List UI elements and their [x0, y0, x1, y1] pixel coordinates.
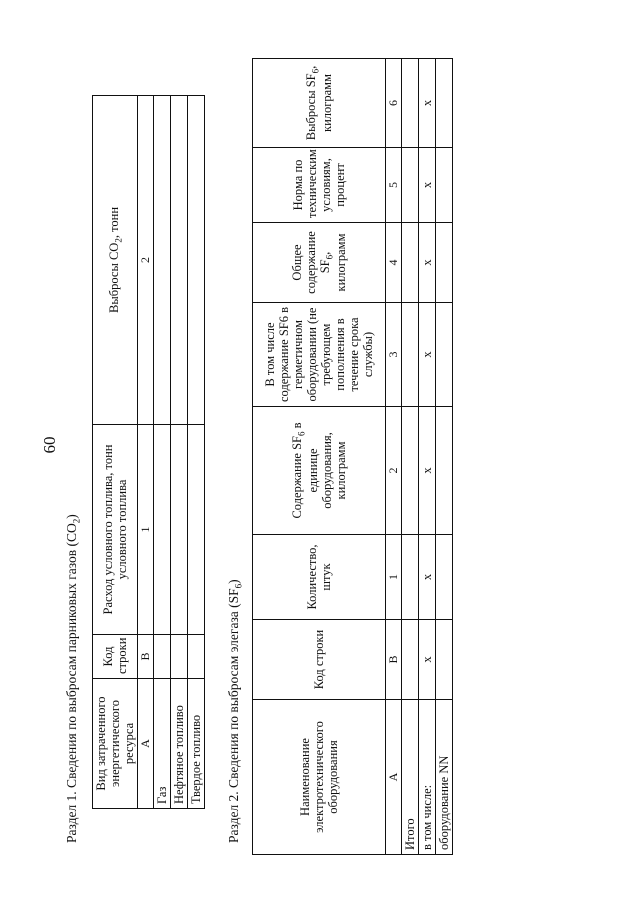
header-per-unit: Содержание $SF_6$ в единице оборудования, килограмм — [253, 407, 386, 535]
data-cell — [436, 535, 453, 620]
header-norm: Норма по техническим условиям, процент — [253, 148, 386, 223]
num-cell: 1 — [138, 425, 154, 635]
num-cell: 1 — [386, 535, 402, 620]
row-label: в том числе: — [419, 700, 436, 855]
table-row — [402, 59, 419, 855]
num-cell: А — [138, 679, 154, 809]
data-cell — [402, 620, 419, 700]
data-cell: х — [419, 303, 436, 407]
data-cell — [436, 407, 453, 535]
data-cell — [188, 635, 205, 679]
data-cell — [171, 96, 188, 425]
table-row — [188, 96, 205, 809]
header-code: Код строки — [93, 635, 138, 679]
num-cell: В — [138, 635, 154, 679]
data-cell: х — [419, 148, 436, 223]
row-label: Итого — [402, 700, 419, 855]
data-cell — [171, 635, 188, 679]
num-cell: 3 — [386, 303, 402, 407]
table1-numbering-row — [138, 96, 154, 809]
row-label: Нефтяное топливо — [171, 679, 188, 809]
row-label: оборудование NN — [436, 700, 453, 855]
header-co2: Выбросы $CO_2$, тонн — [93, 96, 138, 425]
data-cell: х — [419, 620, 436, 700]
table2-numbering-row — [386, 59, 402, 855]
data-cell — [436, 59, 453, 148]
data-cell — [188, 425, 205, 635]
row-label: Твердое топливо — [188, 679, 205, 809]
table-row — [154, 96, 171, 809]
data-cell — [188, 96, 205, 425]
row-label: Газ — [154, 679, 171, 809]
section2-title: Раздел 2. Сведения по выбросам элегаза $(SF_6)$ — [226, 579, 244, 843]
data-cell — [402, 535, 419, 620]
header-emissions: Выбросы $SF_6$, килограмм — [253, 59, 386, 148]
co2-emissions-table — [92, 95, 205, 809]
num-cell: 2 — [386, 407, 402, 535]
num-cell: В — [386, 620, 402, 700]
table-row — [419, 59, 436, 855]
section1-title: Раздел 1. Сведения по выбросам парниковых газов $(CO_2)$ — [64, 514, 82, 843]
data-cell: х — [419, 59, 436, 148]
header-quantity: Количество, штук — [253, 535, 386, 620]
table2-header-row — [253, 59, 386, 855]
num-cell: 5 — [386, 148, 402, 223]
header-equipment: Наименование электротехнического оборудования — [253, 700, 386, 855]
data-cell: х — [419, 223, 436, 303]
data-cell — [402, 407, 419, 535]
data-cell: х — [419, 535, 436, 620]
num-cell: 2 — [138, 96, 154, 425]
header-sealed: В том числе содержание SF6 в герметичном оборудовании (не требующем пополнения в течение срока службы) — [253, 303, 386, 407]
data-cell — [402, 303, 419, 407]
data-cell — [402, 223, 419, 303]
num-cell: А — [386, 700, 402, 855]
table1-header-row — [93, 96, 138, 809]
data-cell — [436, 148, 453, 223]
data-cell — [436, 303, 453, 407]
page-number: 60 — [40, 436, 59, 454]
data-cell — [171, 425, 188, 635]
header-fuel: Расход условного топлива, тонн условного топлива — [93, 425, 138, 635]
data-cell: х — [419, 407, 436, 535]
num-cell: 4 — [386, 223, 402, 303]
num-cell: 6 — [386, 59, 402, 148]
header-resource: Вид затраченного энергетического ресурса — [93, 679, 138, 809]
table-row — [436, 59, 453, 855]
sf6-emissions-table — [252, 58, 453, 855]
data-cell — [436, 223, 453, 303]
data-cell — [436, 620, 453, 700]
data-cell — [154, 96, 171, 425]
header-total: Общее содержание $SF_6$, килограмм — [253, 223, 386, 303]
table-row — [171, 96, 188, 809]
data-cell — [154, 425, 171, 635]
data-cell — [402, 148, 419, 223]
data-cell — [402, 59, 419, 148]
header-code: Код строки — [253, 620, 386, 700]
data-cell — [154, 635, 171, 679]
